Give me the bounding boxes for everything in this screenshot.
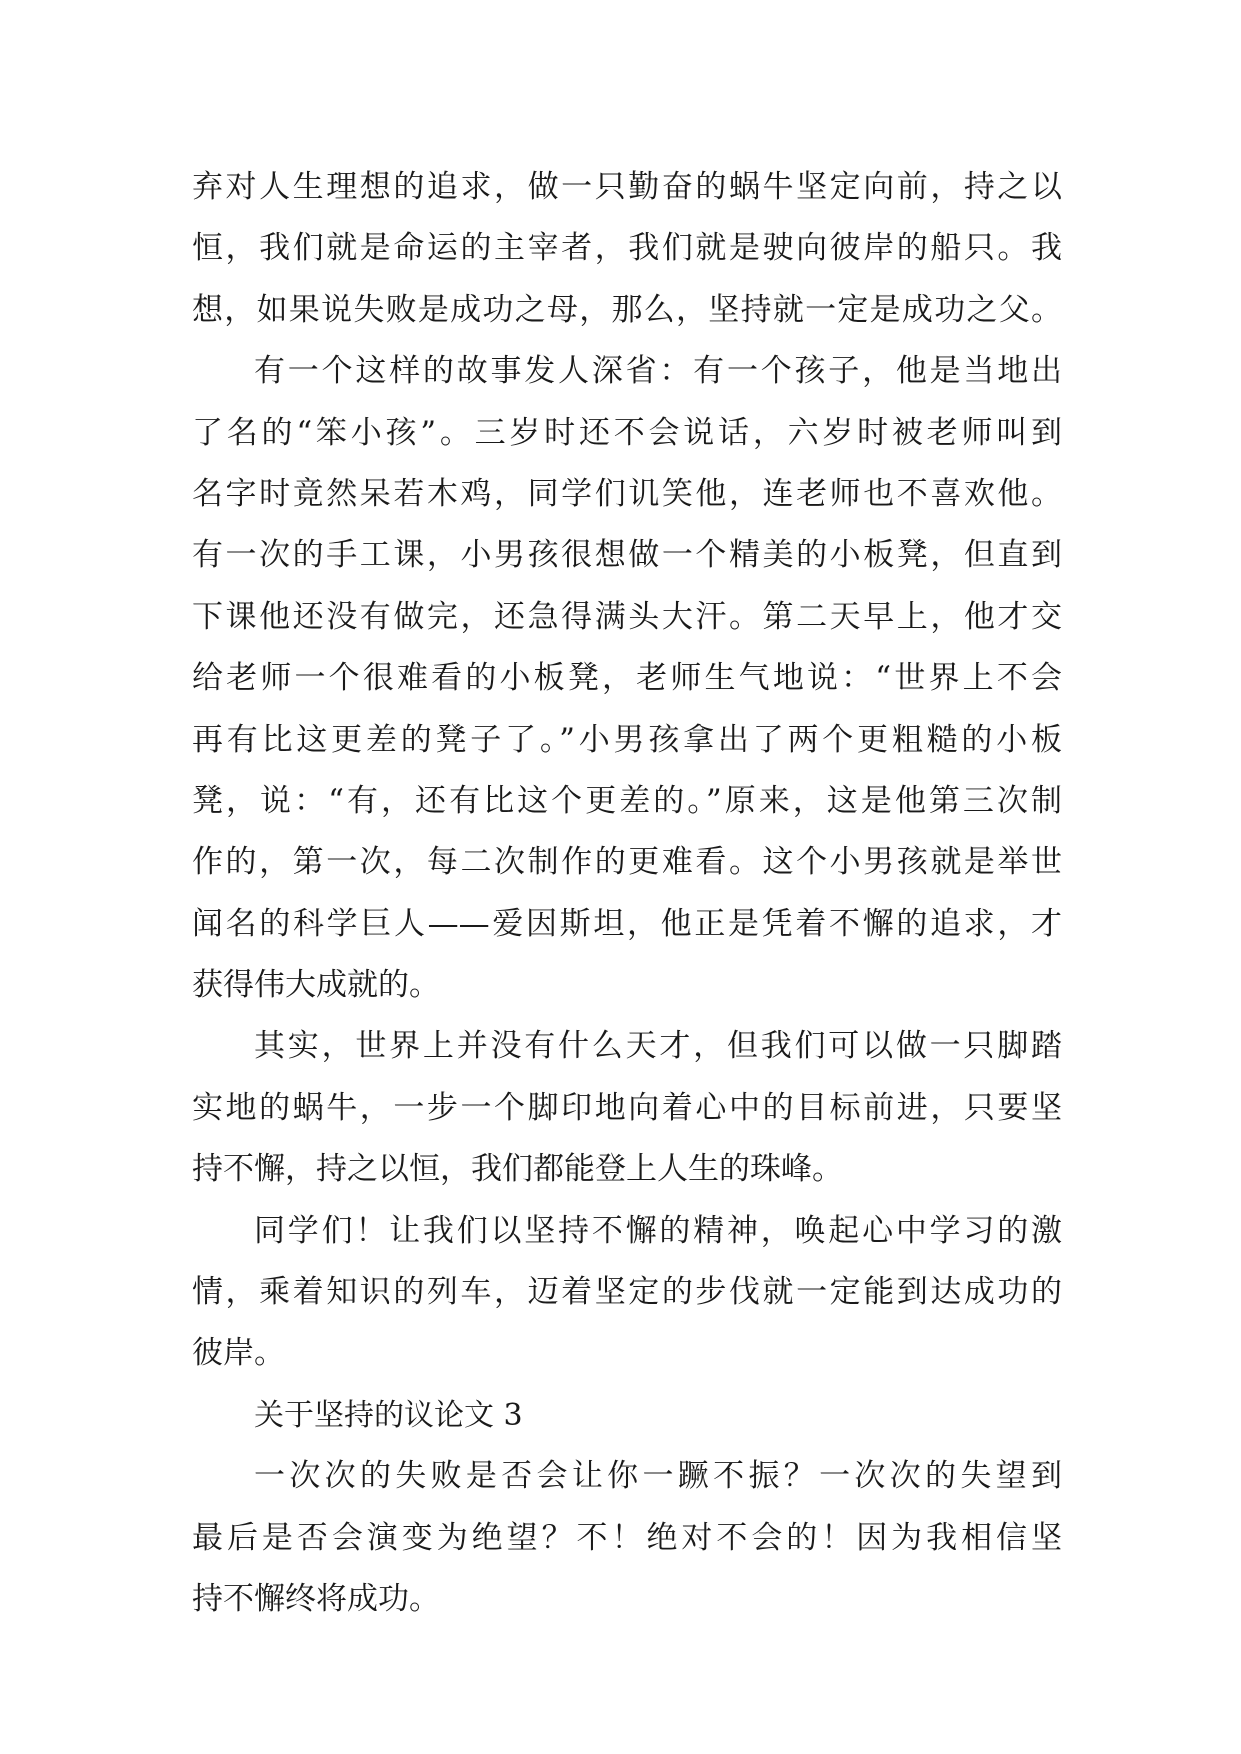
- text-line: 给老师一个很难看的小板凳，老师生气地说：“世界上不会: [192, 660, 1062, 697]
- text-line: 下课他还没有做完，还急得满头大汗。第二天早上，他才交: [192, 598, 1062, 635]
- paragraph-end-line: 彼岸。: [192, 1335, 285, 1372]
- text-line: 想，如果说失败是成功之母，那么，坚持就一定是成功之父。: [192, 291, 1062, 328]
- text-line: 实地的蜗牛，一步一个脚印地向着心中的目标前进，只要坚: [192, 1089, 1062, 1126]
- text-line: 了名的“笨小孩”。三岁时还不会说话，六岁时被老师叫到: [192, 414, 1062, 451]
- text-line: 恒，我们就是命运的主宰者，我们就是驶向彼岸的船只。我: [192, 230, 1062, 267]
- text-line: 最后是否会演变为绝望？不！绝对不会的！因为我相信坚: [192, 1519, 1062, 1556]
- paragraph-start-line: 其实，世界上并没有什么天才，但我们可以做一只脚踏: [254, 1028, 1062, 1065]
- paragraph-end-line: 获得伟大成就的。: [192, 967, 440, 1004]
- document-body: [192, 157, 1062, 1630]
- text-line: 作的，第一次，每二次制作的更难看。这个小男孩就是举世: [192, 844, 1062, 881]
- text-line: 再有比这更差的凳子了。”小男孩拿出了两个更粗糙的小板: [192, 721, 1062, 758]
- paragraph-start-line: 同学们！让我们以坚持不懈的精神，唤起心中学习的激: [254, 1212, 1062, 1249]
- paragraph-end-line: 持不懈终将成功。: [192, 1580, 440, 1617]
- paragraph-end-line: 持不懈，持之以恒，我们都能登上人生的珠峰。: [192, 1151, 843, 1188]
- text-line: 情，乘着知识的列车，迈着坚定的步伐就一定能到达成功的: [192, 1274, 1062, 1311]
- text-line: 凳，说：“有，还有比这个更差的。”原来，这是他第三次制: [192, 782, 1062, 819]
- paragraph-start-line: 一次次的失败是否会让你一蹶不振？一次次的失望到: [254, 1458, 1062, 1495]
- text-line: 弃对人生理想的追求，做一只勤奋的蜗牛坚定向前，持之以: [192, 169, 1062, 205]
- text-line: 有一次的手工课，小男孩很想做一个精美的小板凳，但直到: [192, 537, 1062, 574]
- paragraph-start-line: 有一个这样的故事发人深省：有一个孩子，他是当地出: [254, 353, 1062, 390]
- text-line: 闻名的科学巨人——爱因斯坦，他正是凭着不懈的追求，才: [192, 905, 1062, 942]
- text-line: 名字时竟然呆若木鸡，同学们讥笑他，连老师也不喜欢他。: [192, 475, 1062, 512]
- section-heading: 关于坚持的议论文 3: [254, 1397, 523, 1433]
